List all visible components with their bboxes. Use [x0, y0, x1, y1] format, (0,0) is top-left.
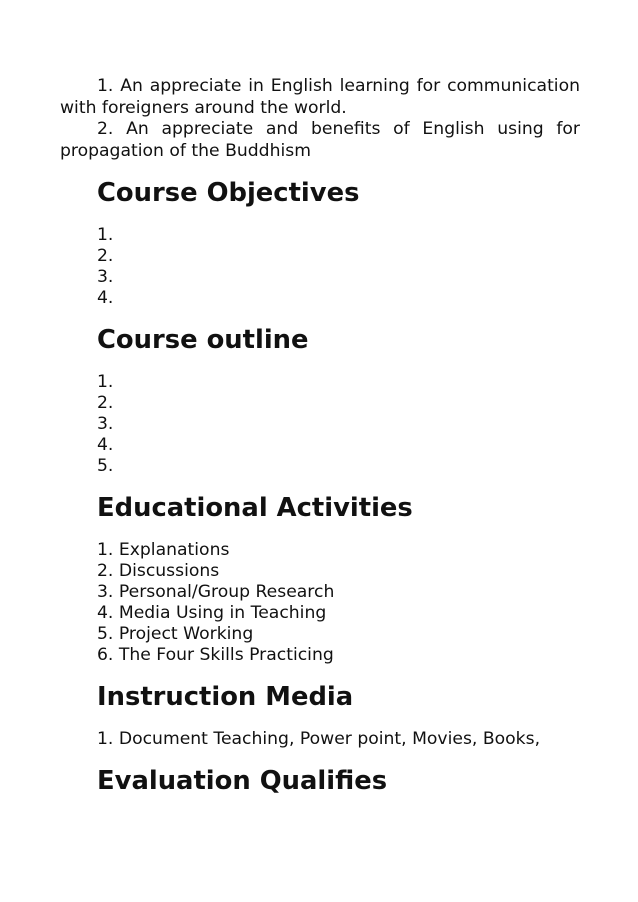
instruction-media-list [97, 729, 580, 750]
list-item: 3. [97, 414, 114, 434]
intro-paragraph-2: 2. An appreciate and benefits of English using for propagation of the Buddhism [60, 119, 580, 161]
list-item: 1. Explanations [97, 540, 230, 560]
course-objectives-heading: Course Objectives [97, 178, 360, 208]
course-outline-list [97, 372, 580, 477]
list-item: 3. Personal/Group Research [97, 582, 335, 602]
instruction-media-heading: Instruction Media [97, 682, 354, 712]
list-item: 1. Document Teaching, Power point, Movies, Books, [97, 729, 541, 749]
list-item: 4. Media Using in Teaching [97, 603, 327, 623]
list-item: 2. [97, 393, 114, 413]
list-item: 5. Project Working [97, 624, 254, 644]
evaluation-section [97, 766, 580, 796]
list-item: 6. The Four Skills Practicing [97, 645, 334, 665]
list-item: 2. [97, 246, 114, 266]
course-objectives-section [97, 178, 580, 309]
list-item: 1. [97, 372, 114, 392]
list-item: 4. [97, 435, 114, 455]
course-outline-section [97, 325, 580, 477]
evaluation-qualifies-heading: Evaluation Qualifies [97, 766, 388, 796]
list-item: 1. [97, 225, 114, 245]
educational-activities-list [97, 540, 580, 666]
instruction-media-section [97, 682, 580, 750]
list-item: 4. [97, 288, 114, 308]
list-item: 5. [97, 456, 114, 476]
intro-paragraph-1: 1. An appreciate in English learning for communication with foreigners around the world. [60, 76, 580, 118]
list-item: 3. [97, 267, 114, 287]
list-item: 2. Discussions [97, 561, 220, 581]
document-page [60, 76, 580, 796]
educational-activities-heading: Educational Activities [97, 493, 413, 523]
course-objectives-list [97, 225, 580, 309]
course-outline-heading: Course outline [97, 325, 309, 355]
educational-activities-section [97, 493, 580, 666]
